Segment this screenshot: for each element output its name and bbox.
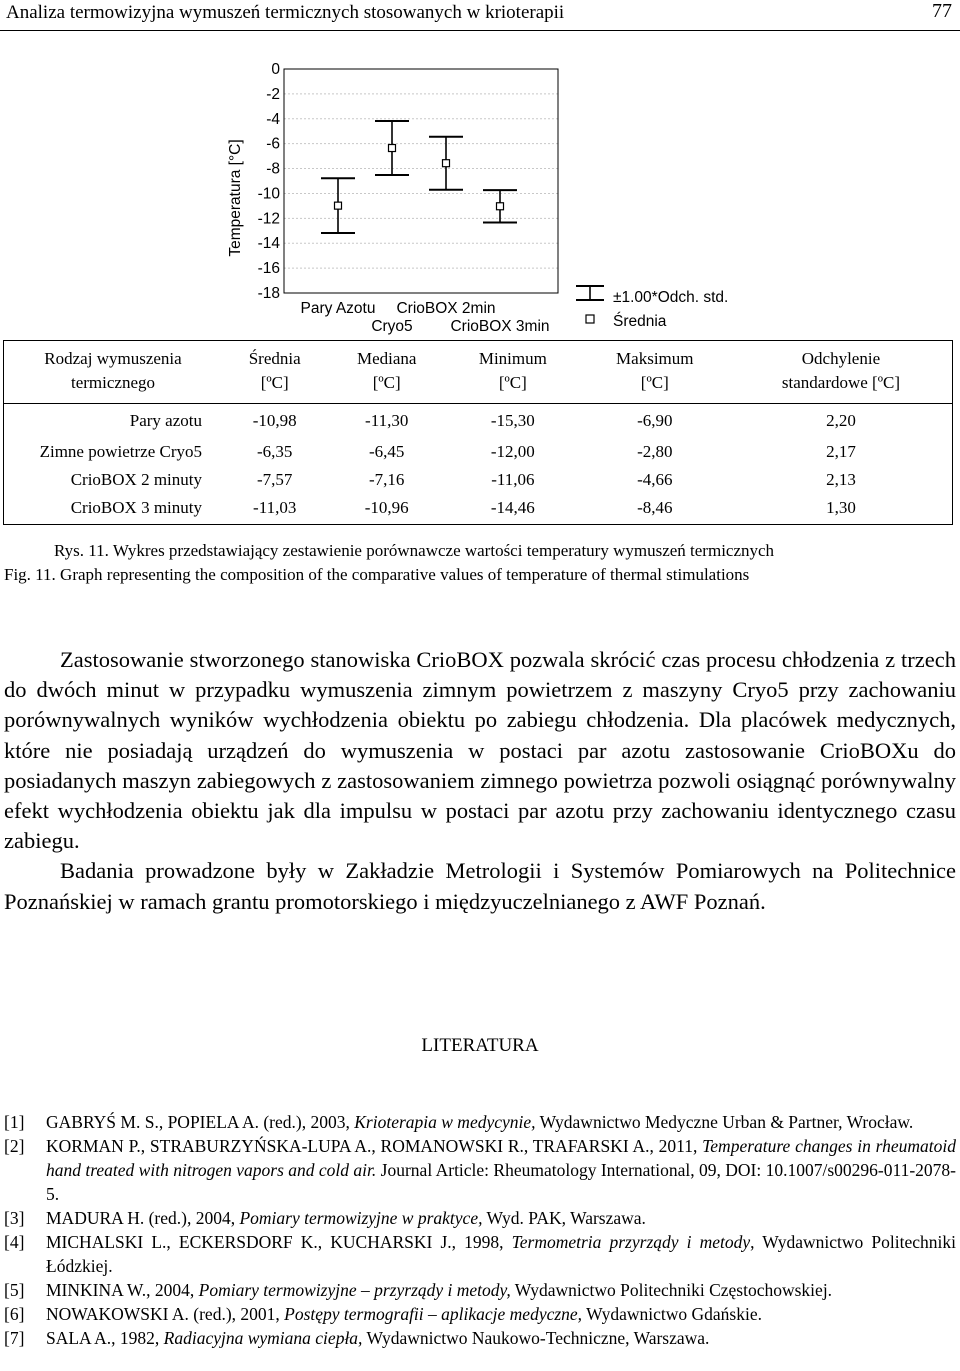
whisker-group <box>375 121 409 175</box>
reference-number: [2] <box>4 1136 25 1156</box>
table-cell: -15,30 <box>490 410 535 430</box>
y-tick-label: -12 <box>257 210 280 228</box>
table-header-row <box>4 341 953 404</box>
paragraph-2: Badania prowadzone były w Zakładzie Metrologii i Systemów Pomiarowych na Politechnice Poznańskiej w ramach grantu promotorskiego i międzyuczelnianego z AWF Poznań. <box>4 858 956 914</box>
chart-series <box>321 121 517 233</box>
whisker-group <box>321 178 355 233</box>
reference-title: Pomiary termowizyjne – przyrządy i metody, <box>198 1280 511 1300</box>
category-label: Pary Azotu <box>300 300 376 317</box>
table-row <box>4 404 953 438</box>
row-label: CrioBOX 3 minuty <box>70 497 202 517</box>
reference-number: [6] <box>4 1304 25 1324</box>
table-body <box>4 404 953 525</box>
table-cell: -10,98 <box>252 410 297 430</box>
column-header: Rodzaj wymuszenia termicznego <box>4 341 223 404</box>
y-tick-label: -8 <box>266 160 280 178</box>
row-label: Pary azotu <box>129 410 202 430</box>
category-labels <box>301 300 550 335</box>
table-cell: 2,17 <box>826 441 856 461</box>
legend-label: ±1.00*Odch. std. <box>613 289 729 306</box>
reference-item: [7] SALA A., 1982, Radiacyjna wymiana ciepła, Wydawnictwo Naukowo-Techniczne, Warszawa. <box>4 1328 710 1348</box>
mean-marker <box>443 160 450 167</box>
reference-title: Temperature changes in rheumatoid hand treated with nitrogen vapors and cold air. <box>46 1136 956 1180</box>
statistics-table <box>3 340 953 525</box>
table-row <box>4 494 953 525</box>
column-header: Minimum [ºC] <box>446 341 580 404</box>
y-tick-label: -2 <box>266 85 280 103</box>
table-cell: -2,80 <box>637 441 673 461</box>
column-header: Mediana [ºC] <box>327 341 446 404</box>
chart-grid <box>284 69 558 293</box>
table-cell: -11,30 <box>365 410 409 430</box>
table-cell: 1,30 <box>826 497 856 517</box>
category-label: CrioBOX 3min <box>450 318 550 335</box>
table-cell: -8,46 <box>637 497 673 517</box>
literature-heading: LITERATURA <box>421 1035 539 1056</box>
mean-marker <box>497 203 504 210</box>
temperature-chart <box>0 0 960 340</box>
table-cell: -11,06 <box>491 469 535 489</box>
caption-english: Fig. 11. Graph representing the composition of the comparative values of temperature of thermal stimulations <box>4 565 750 584</box>
table-cell: -11,03 <box>253 497 297 517</box>
category-label: CrioBOX 2min <box>396 300 496 317</box>
row-label: Zimne powietrze Cryo5 <box>39 441 202 461</box>
table-cell: -7,16 <box>368 469 405 489</box>
legend-mean-marker <box>586 315 594 323</box>
table-cell: -14,46 <box>490 497 535 517</box>
table-cell: 2,20 <box>826 410 856 430</box>
y-tick-label: 0 <box>271 61 280 78</box>
reference-list <box>4 1110 956 1350</box>
table-cell: -10,96 <box>364 497 409 517</box>
running-title: Analiza termowizyjna wymuszeń termicznych stosowanych w krioterapii <box>6 2 565 23</box>
table-row <box>4 466 953 494</box>
row-label: CrioBOX 2 minuty <box>70 469 202 489</box>
reference-number: [7] <box>4 1328 25 1348</box>
table-cell: -4,66 <box>637 469 673 489</box>
y-tick-label: -6 <box>266 135 280 153</box>
column-header: Odchylenie standardowe [ºC] <box>730 341 953 404</box>
table-cell: 2,13 <box>826 469 856 489</box>
reference-title: Radiacyjna wymiana ciepła, <box>163 1328 363 1348</box>
y-tick-label: -4 <box>266 110 280 128</box>
reference-title: Pomiary termowizyjne w praktyce, <box>239 1208 483 1228</box>
reference-title: Termometria przyrządy i metody <box>511 1232 751 1252</box>
mean-marker <box>389 145 396 152</box>
reference-item: [5] MINKINA W., 2004, Pomiary termowizyjne – przyrządy i metody, Wydawnictwo Politechniki Częstochowskiej. <box>4 1280 833 1300</box>
table-cell: -6,45 <box>368 441 405 461</box>
reference-item: [3] MADURA H. (red.), 2004, Pomiary termowizyjne w praktyce, Wyd. PAK, Warszawa. <box>4 1208 646 1228</box>
reference-number: [4] <box>4 1232 25 1252</box>
caption-polish: Rys. 11. Wykres przedstawiający zestawienie porównawcze wartości temperatury wymuszeń termicznych <box>54 541 775 560</box>
legend-label: Średnia <box>613 313 667 330</box>
table-cell: -7,57 <box>256 469 293 489</box>
table-row <box>4 438 953 466</box>
y-tick-label: -18 <box>257 285 280 302</box>
body-text <box>4 645 956 917</box>
table-cell: -12,00 <box>490 441 535 461</box>
mean-marker <box>335 202 342 209</box>
column-header: Maksimum [ºC] <box>580 341 730 404</box>
reference-item: [2] KORMAN P., STRABURZYŃSKA-LUPA A., ROMANOWSKI R., TRAFARSKI A., 2011, Temperature changes in rheumatoid hand treated with nitrogen vapors and cold air. Journal Article: Rheumatology International, 09, DOI: 10.1007/s00296-011-2078-5. <box>4 1136 957 1204</box>
reference-title: Krioterapia w medycynie, <box>354 1112 536 1132</box>
table-cell: -6,90 <box>637 410 673 430</box>
chart-legend <box>576 286 728 330</box>
plot-frame <box>284 69 558 293</box>
y-tick-label: -14 <box>257 235 280 253</box>
paragraph-1: Zastosowanie stworzonego stanowiska CrioBOX pozwala skrócić czas procesu chłodzenia z trzech do dwóch minut w przypadku wymuszenia zimnym powietrzem z maszyny Cryo5 przy zachowaniu porównywalnych wyników wychłodzenia obiektu po zabiegu chłodzenia. Dla placówek medycznych, które nie posiadają urządzeń do wymuszenia w postaci par azotu zastosowanie CrioBOXu do posiadanych maszyn zabiegowych z zastosowaniem zimnego powietrza pozwoli osiągnąć porównywalny efekt wychłodzenia obiektu jak dla impulsu w postaci par azotu przy zachowaniu identycznego czasu zabiegu. <box>4 647 956 854</box>
y-tick-label: -16 <box>257 260 280 278</box>
column-header: Średnia [ºC] <box>222 341 327 404</box>
y-tick-label: -10 <box>257 185 280 203</box>
y-axis-label: Temperatura [°C] <box>227 139 244 257</box>
reference-title: Postępy termografii – aplikacje medyczne, <box>284 1304 583 1324</box>
reference-item: [6] NOWAKOWSKI A. (red.), 2001, Postępy termografii – aplikacje medyczne, Wydawnictwo Gdańskie. <box>4 1304 762 1324</box>
whisker-group <box>483 190 517 222</box>
reference-item: [1] GABRYŚ M. S., POPIELA A. (red.), 2003, Krioterapia w medycynie, Wydawnictwo Medyczne Urban & Partner, Wrocław. <box>4 1112 914 1132</box>
whisker-group <box>429 137 463 190</box>
page-number: 77 <box>932 0 952 22</box>
reference-number: [5] <box>4 1280 25 1300</box>
category-label: Cryo5 <box>371 318 413 335</box>
y-tick-labels <box>258 61 281 302</box>
table-cell: -6,35 <box>256 441 293 461</box>
reference-number: [3] <box>4 1208 25 1228</box>
reference-item: [4] MICHALSKI L., ECKERSDORF K., KUCHARSKI J., 1998, Termometria przyrządy i metody, Wydawnictwo Politechniki Łódzkiej. <box>4 1232 956 1276</box>
reference-number: [1] <box>4 1112 25 1132</box>
